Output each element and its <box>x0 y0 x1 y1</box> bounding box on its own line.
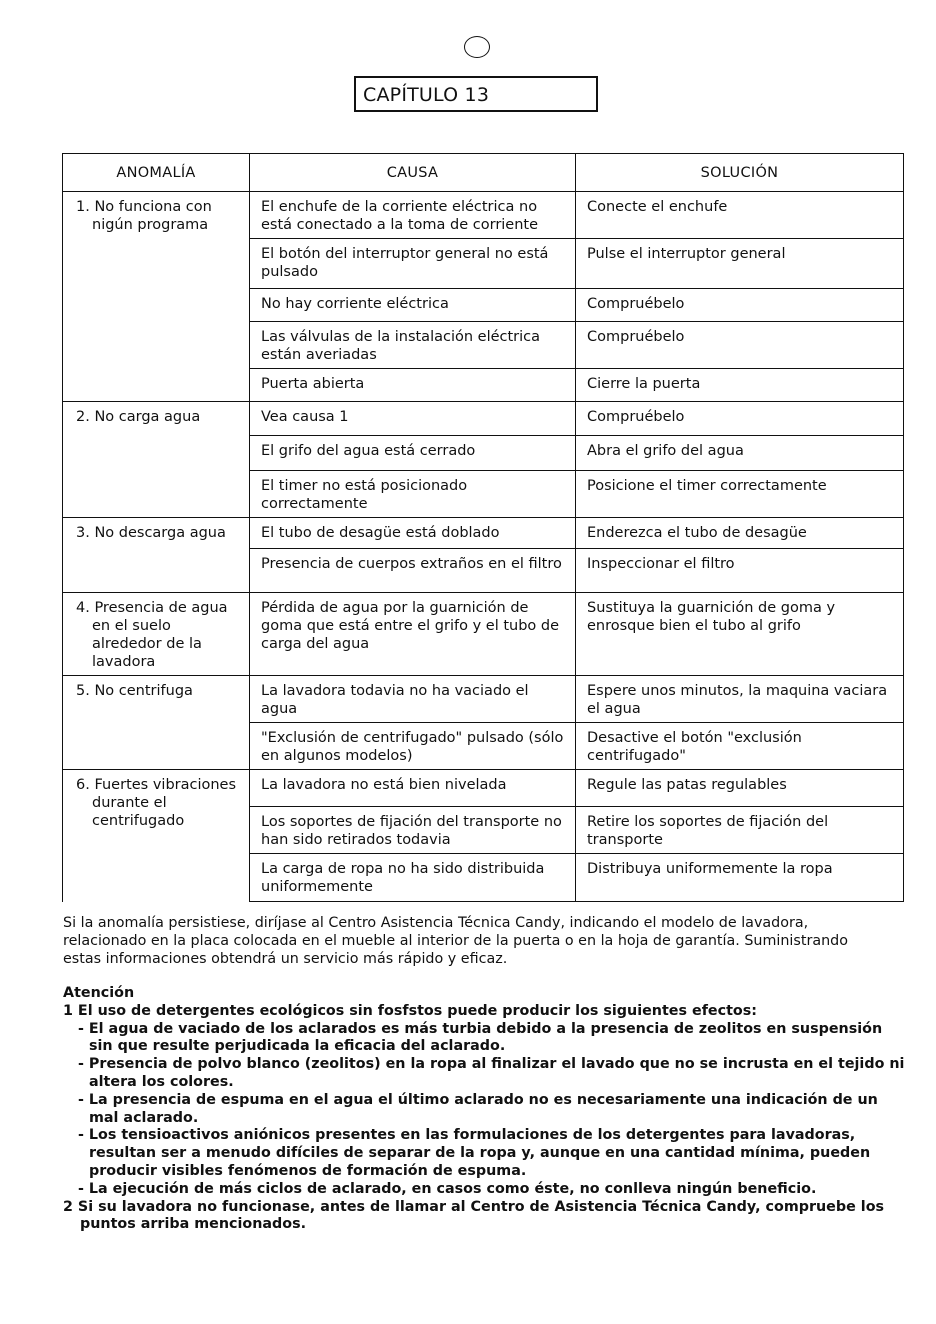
solution-cell: Retire los soportes de fijación del transporte <box>576 807 904 854</box>
attention-title: Atención <box>63 985 135 1001</box>
solution-cell: Abra el grifo del agua <box>576 436 904 471</box>
anomaly-cell <box>63 402 250 518</box>
anomaly-text: 3. No descarga agua <box>76 525 226 541</box>
chapter-title: CAPÍTULO 13 <box>354 76 598 112</box>
solution-cell: Inspeccionar el filtro <box>576 549 904 593</box>
solution-cell: Pulse el interruptor general <box>576 239 904 289</box>
table-row <box>63 402 904 436</box>
cause-cell: Las válvulas de la instalación eléctrica están averiadas <box>250 322 576 369</box>
attention-bullet: - El agua de vaciado de los aclarados es más turbia debido a la presencia de zeolitos en suspensión sin que resulte perjudicada la eficacia del aclarado. <box>78 1020 883 1055</box>
solution-cell: Cierre la puerta <box>576 369 904 402</box>
cause-cell: Vea causa 1 <box>250 402 576 436</box>
anomaly-text: 6. Fuertes vibraciones durante el centrifugado <box>76 777 237 829</box>
cause-cell: El botón del interruptor general no está pulsado <box>250 239 576 289</box>
table-header-row <box>63 154 904 192</box>
anomaly-cell <box>63 192 250 402</box>
solution-cell: Compruébelo <box>576 322 904 369</box>
solution-cell: Distribuya uniformemente la ropa <box>576 854 904 902</box>
service-note-paragraph: Si la anomalía persistiese, diríjase al Centro Asistencia Técnica Candy, indicando el modelo de lavadora, relacionado en la placa colocada en el mueble al interior de la puerta o en la hoja de garantía. Suministrando estas informaciones obtendrá un servicio más rápido y eficaz. <box>63 915 848 967</box>
attention-bullet: - La ejecución de más ciclos de aclarado, en casos como éste, no conlleva ningún beneficio. <box>78 1180 817 1197</box>
cause-cell: Presencia de cuerpos extraños en el filtro <box>250 549 576 593</box>
table-row <box>63 192 904 239</box>
solution-cell: Compruébelo <box>576 402 904 436</box>
language-marker-oval <box>464 36 490 58</box>
solution-cell: Conecte el enchufe <box>576 192 904 239</box>
cause-cell: No hay corriente eléctrica <box>250 289 576 322</box>
cause-cell: El enchufe de la corriente eléctrica no está conectado a la toma de corriente <box>250 192 576 239</box>
header-solucion: SOLUCIÓN <box>576 154 904 192</box>
table-row <box>63 518 904 549</box>
attention-section <box>63 985 908 1234</box>
header-anomalia: ANOMALÍA <box>63 154 250 192</box>
cause-cell: "Exclusión de centrifugado" pulsado (sólo en algunos modelos) <box>250 723 576 770</box>
attention-item-2: 2 Si su lavadora no funcionase, antes de llamar al Centro de Asistencia Técnica Candy, compruebe los puntos arriba mencionados. <box>63 1198 885 1233</box>
attention-item-1: 1 El uso de detergentes ecológicos sin fosfstos puede producir los siguientes efectos: <box>63 1002 757 1019</box>
cause-cell: La lavadora todavia no ha vaciado el agua <box>250 676 576 723</box>
solution-cell: Enderezca el tubo de desagüe <box>576 518 904 549</box>
attention-bullet: - Presencia de polvo blanco (zeolitos) en la ropa al finalizar el lavado que no se incrusta en el tejido ni altera los colores. <box>78 1056 905 1090</box>
table-row <box>63 593 904 676</box>
solution-cell: Sustituya la guarnición de goma y enrosque bien el tubo al grifo <box>576 593 904 676</box>
attention-bullet: - Los tensioactivos aniónicos presentes en las formulaciones de los detergentes para lavadoras, resultan ser a menudo difíciles de separar de la ropa y, aunque en una cantidad mínima, pueden producir visibles fenómenos de formación de espuma. <box>78 1127 871 1179</box>
table-row <box>63 770 904 807</box>
cause-cell: El timer no está posicionado correctamente <box>250 471 576 518</box>
cause-cell: El tubo de desagüe está doblado <box>250 518 576 549</box>
table-row <box>63 676 904 723</box>
cause-cell: La lavadora no está bien nivelada <box>250 770 576 807</box>
solution-cell: Posicione el timer correctamente <box>576 471 904 518</box>
solution-cell: Regule las patas regulables <box>576 770 904 807</box>
cause-cell: Los soportes de fijación del transporte no han sido retirados todavia <box>250 807 576 854</box>
cause-cell: La carga de ropa no ha sido distribuida uniformemente <box>250 854 576 902</box>
solution-cell: Espere unos minutos, la maquina vaciara el agua <box>576 676 904 723</box>
header-causa: CAUSA <box>250 154 576 192</box>
anomaly-text: 5. No centrifuga <box>76 683 193 699</box>
solution-cell: Compruébelo <box>576 289 904 322</box>
anomaly-cell <box>63 518 250 593</box>
anomaly-cell <box>63 593 250 676</box>
anomaly-text: 1. No funciona con nigún programa <box>76 199 212 233</box>
solution-cell: Desactive el botón "exclusión centrifugado" <box>576 723 904 770</box>
anomaly-text: 4. Presencia de agua en el suelo alrededor de la lavadora <box>76 600 228 670</box>
cause-cell: El grifo del agua está cerrado <box>250 436 576 471</box>
cause-cell: Pérdida de agua por la guarnición de goma que está entre el grifo y el tubo de carga del agua <box>250 593 576 676</box>
table-body <box>63 192 904 902</box>
anomaly-cell <box>63 770 250 902</box>
troubleshooting-table <box>62 153 904 902</box>
anomaly-cell <box>63 676 250 770</box>
cause-cell: Puerta abierta <box>250 369 576 402</box>
anomaly-text: 2. No carga agua <box>76 409 201 425</box>
attention-bullet: - La presencia de espuma en el agua el último aclarado no es necesariamente una indicación de un mal aclarado. <box>78 1091 878 1126</box>
